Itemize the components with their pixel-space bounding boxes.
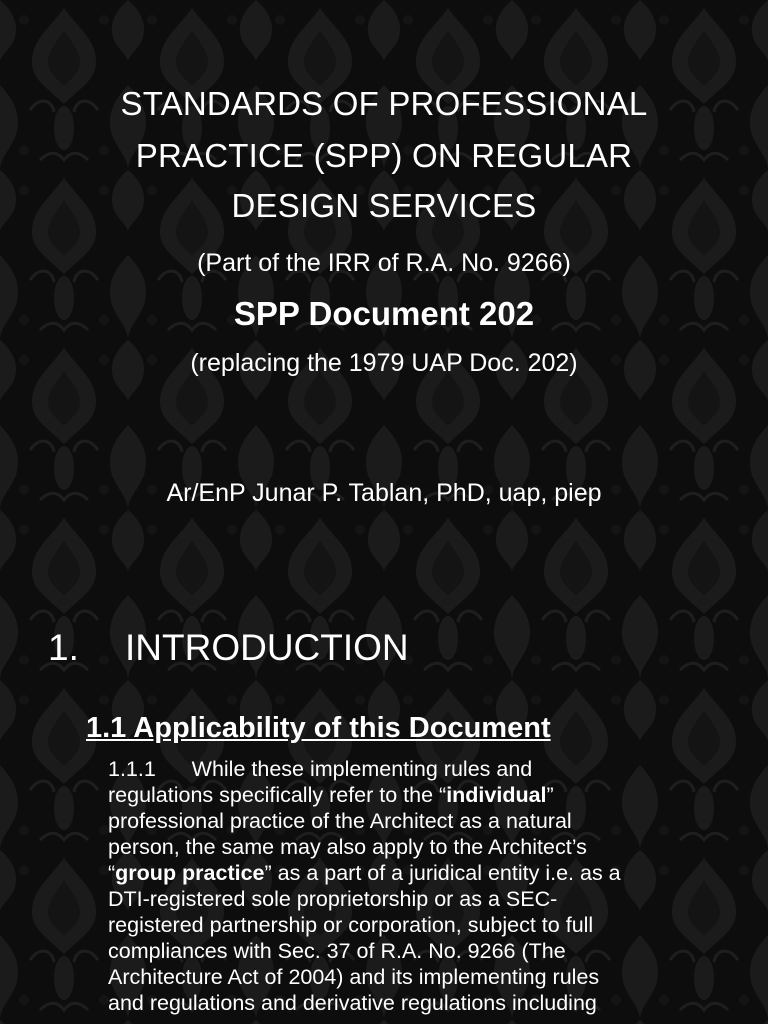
body-line-4: person, the same may also apply to the Architect’s <box>108 835 587 859</box>
author-name: Ar/EnP Junar P. Tablan, PhD, uap, piep <box>166 479 602 507</box>
document-title: SPP Document 202 <box>233 295 535 332</box>
body-line-3: professional practice of the Architect as a natural <box>108 809 572 833</box>
section-heading: 1.1 Applicability of this Document <box>86 712 551 744</box>
slide-title-line-1: STANDARDS OF PROFESSIONAL <box>120 85 648 122</box>
part-of-subtitle: (Part of the IRR of R.A. No. 9266) <box>197 249 571 277</box>
body-line-5-post: ” as a part of a juridical entity i.e. as a <box>264 861 621 885</box>
body-line-2 <box>108 782 728 808</box>
intro-number: 1. <box>48 627 79 668</box>
body-line-8: compliances with Sec. 37 of R.A. No. 9266 (The <box>108 939 566 963</box>
replacing-subtitle: (replacing the 1979 UAP Doc. 202) <box>190 349 578 377</box>
body-line-1: 1.1.1 While these implementing rules and <box>108 757 533 781</box>
group-practice-emphasis: group practice <box>115 861 265 885</box>
body-paragraph <box>108 756 728 1016</box>
introduction-slide <box>0 512 768 1024</box>
body-line-5 <box>108 860 728 886</box>
body-line-2-post: ” <box>546 783 554 807</box>
body-line-7: registered partnership or corporation, subject to full <box>108 913 594 937</box>
slide-title-line-2: PRACTICE (SPP) ON REGULAR <box>135 137 633 174</box>
body-line-6: DTI-registered sole proprietorship or as a SEC- <box>108 887 558 911</box>
body-line-5-pre: “ <box>108 861 116 885</box>
slide-title-line-3: DESIGN SERVICES <box>231 187 537 224</box>
body-line-9: Architecture Act of 2004) and its implementing rules <box>108 965 600 989</box>
body-line-10: and regulations and derivative regulations including <box>108 991 597 1015</box>
body-line-2-pre: regulations specifically refer to the “ <box>108 783 447 807</box>
intro-title: INTRODUCTION <box>125 627 409 668</box>
individual-emphasis: individual <box>446 783 547 807</box>
intro-heading <box>48 626 409 670</box>
